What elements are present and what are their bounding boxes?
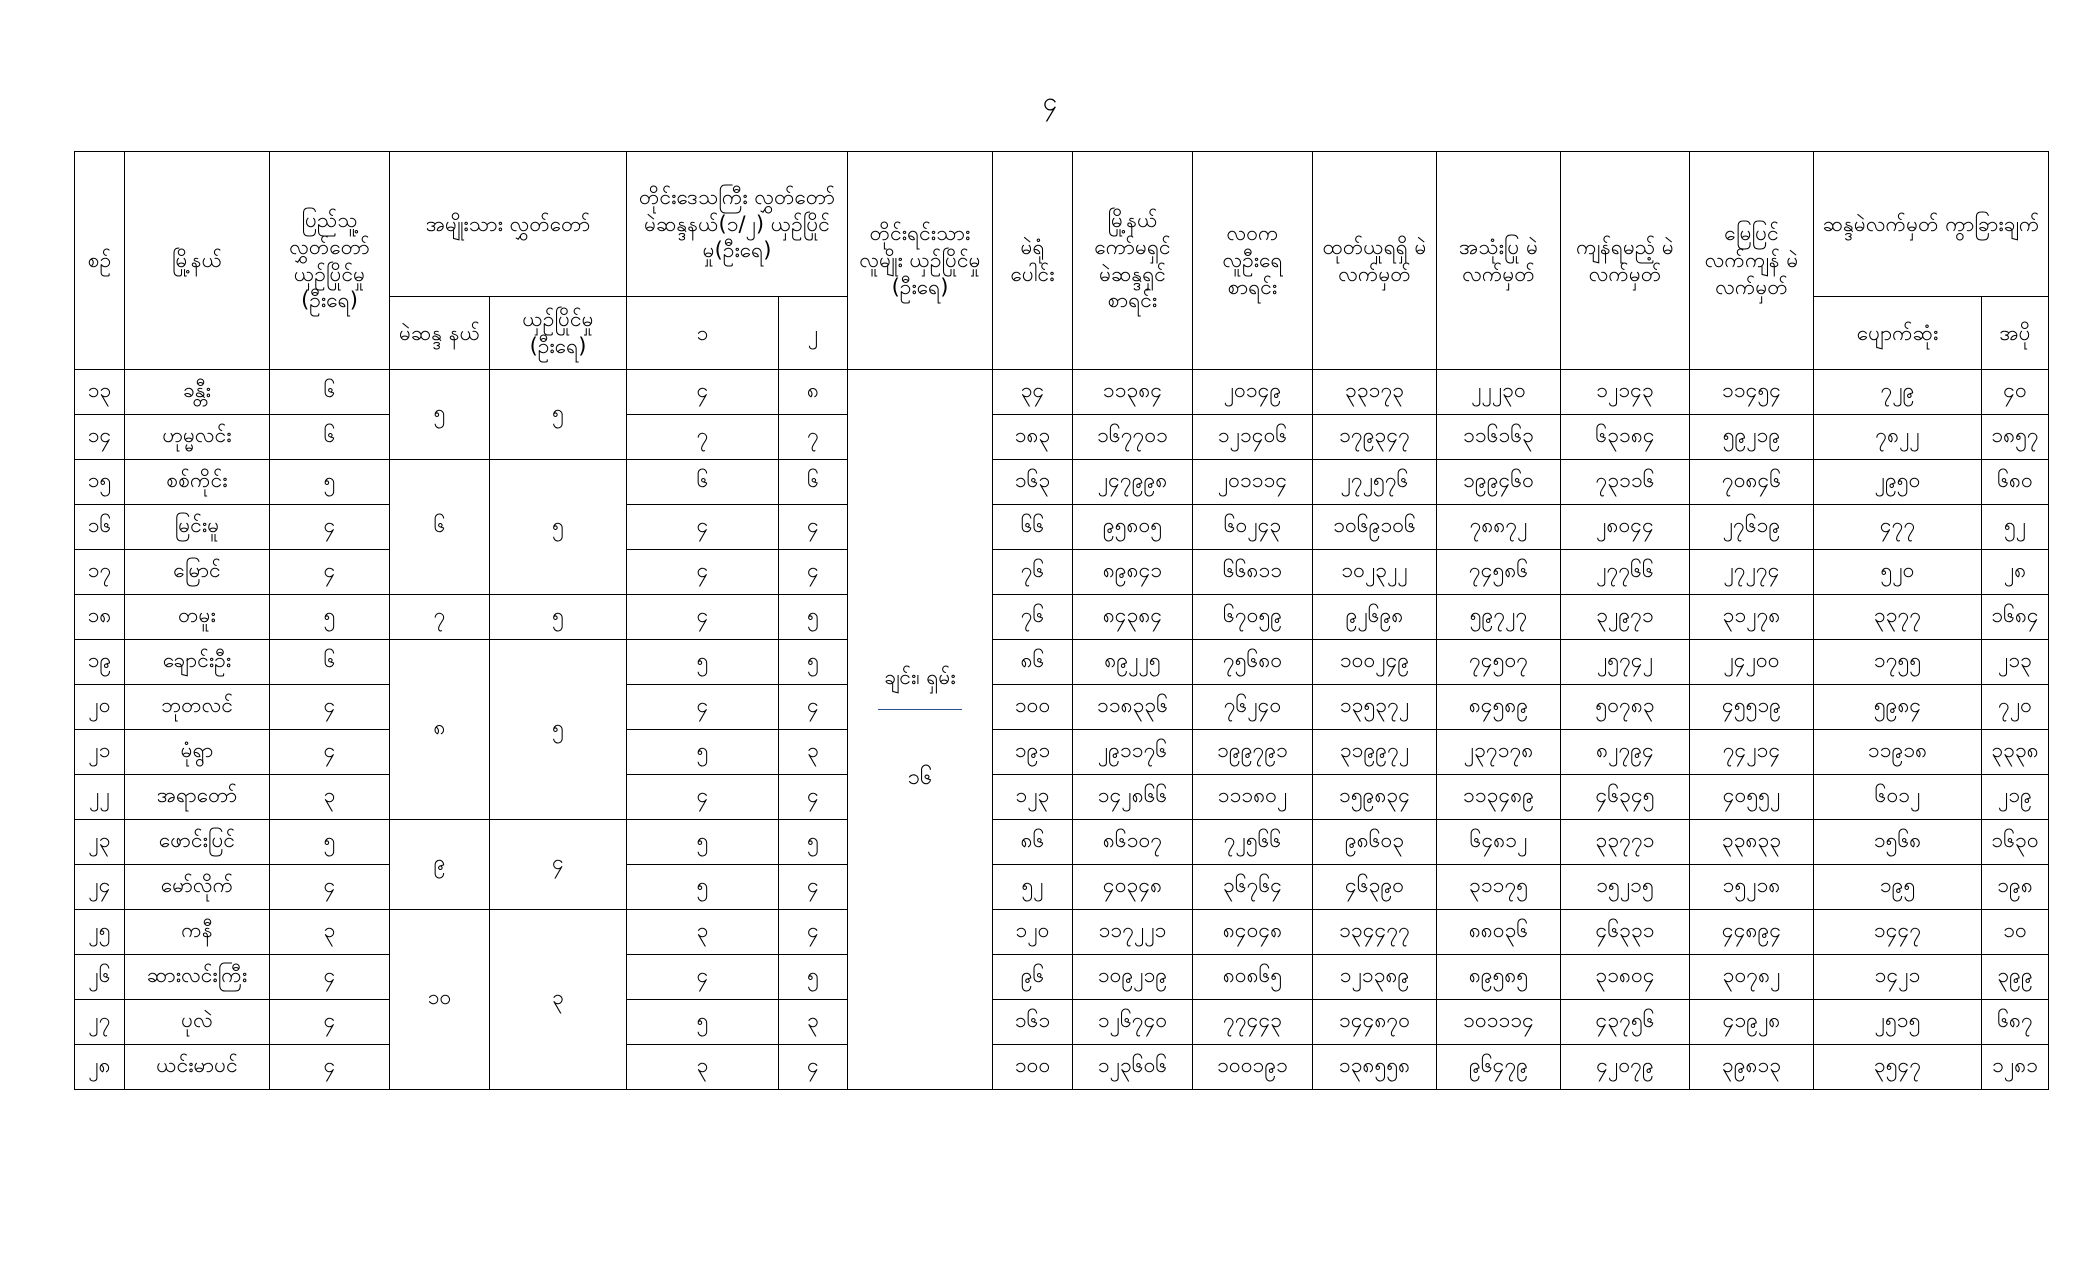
row-number: ၁၇ xyxy=(75,550,125,595)
pyithu-count: ၅ xyxy=(270,595,390,640)
region-2-count: ၄ xyxy=(779,550,848,595)
monthly-population: ၃၆၇၆၄ xyxy=(1193,865,1313,910)
monthly-population: ၈၄၀၄၈ xyxy=(1193,910,1313,955)
township-name: စစ်ကိုင်း xyxy=(125,460,270,505)
row-number: ၂၇ xyxy=(75,1000,125,1045)
table-row xyxy=(75,595,2049,640)
row-number: ၁၄ xyxy=(75,415,125,460)
ballots-lost: ၄၇၇ xyxy=(1814,505,1982,550)
township-name: တမူး xyxy=(125,595,270,640)
ballots-excess: ၂၈ xyxy=(1982,550,2049,595)
pyithu-count: ၅ xyxy=(270,460,390,505)
ballots-actual-remaining: ၃၃၈၃၃ xyxy=(1690,820,1814,865)
ballots-remaining: ၈၂၇၉၄ xyxy=(1561,730,1690,775)
monthly-population: ၇၇၄၄၃ xyxy=(1193,1000,1313,1045)
ballots-issued: ၉၈၆၀၃ xyxy=(1313,820,1437,865)
ballots-actual-remaining: ၄၁၉၂၈ xyxy=(1690,1000,1814,1045)
ballots-lost: ၇၈၂၂ xyxy=(1814,415,1982,460)
table-row xyxy=(75,685,2049,730)
header-region-2: ၂ xyxy=(779,297,848,370)
results-table xyxy=(74,151,2049,1090)
row-number: ၁၆ xyxy=(75,505,125,550)
voter-list-count: ၂၄၇၉၉၈ xyxy=(1073,460,1193,505)
ballots-remaining: ၃၂၉၇၁ xyxy=(1561,595,1690,640)
table-row xyxy=(75,1045,2049,1090)
monthly-population: ၁၉၉၇၉၁ xyxy=(1193,730,1313,775)
ballots-lost: ၂၉၅၀ xyxy=(1814,460,1982,505)
ballots-issued: ၁၃၄၄၇၇ xyxy=(1313,910,1437,955)
header-township: မြို့နယ် xyxy=(125,152,270,370)
ballots-used: ၉၆၄၇၉ xyxy=(1437,1045,1561,1090)
ballots-remaining: ၃၃၇၇၁ xyxy=(1561,820,1690,865)
ballots-actual-remaining: ၄၅၅၁၉ xyxy=(1690,685,1814,730)
row-number: ၂၈ xyxy=(75,1045,125,1090)
pyithu-count: ၃ xyxy=(270,910,390,955)
region-2-count: ၅ xyxy=(779,640,848,685)
voter-list-count: ၈၄၃၈၄ xyxy=(1073,595,1193,640)
row-number: ၁၈ xyxy=(75,595,125,640)
region-1-count: ၄ xyxy=(627,955,779,1000)
booth-count: ၃၄ xyxy=(993,370,1073,415)
ballots-actual-remaining: ၃၁၂၇၈ xyxy=(1690,595,1814,640)
voter-list-count: ၁၁၈၃၃၆ xyxy=(1073,685,1193,730)
ballots-lost: ၁၄၂၁ xyxy=(1814,955,1982,1000)
monthly-population: ၆၀၂၄၃ xyxy=(1193,505,1313,550)
row-number: ၂၀ xyxy=(75,685,125,730)
township-name: မြင်းမူ xyxy=(125,505,270,550)
region-1-count: ၅ xyxy=(627,820,779,865)
ballots-used: ၇၄၅၈၆ xyxy=(1437,550,1561,595)
row-number: ၁၃ xyxy=(75,370,125,415)
ballots-lost: ၃၃၇၇ xyxy=(1814,595,1982,640)
region-2-count: ၇ xyxy=(779,415,848,460)
ballots-issued: ၃၁၉၉၇၂ xyxy=(1313,730,1437,775)
booth-count: ၁၀၀ xyxy=(993,685,1073,730)
region-1-count: ၄ xyxy=(627,550,779,595)
region-2-count: ၄ xyxy=(779,775,848,820)
ballots-lost: ၅၂၀ xyxy=(1814,550,1982,595)
ballots-remaining: ၄၆၃၃၁ xyxy=(1561,910,1690,955)
booth-count: ၁၈၃ xyxy=(993,415,1073,460)
header-remaining: ကျန်ရမည့် မဲလက်မှတ် xyxy=(1561,152,1690,370)
region-1-count: ၅ xyxy=(627,865,779,910)
ballots-remaining: ၅၀၇၈၃ xyxy=(1561,685,1690,730)
township-name: ဆားလင်းကြီး xyxy=(125,955,270,1000)
amyotha-constituency: ၆ xyxy=(390,460,490,595)
ballots-remaining: ၂၇၇၆၆ xyxy=(1561,550,1690,595)
township-name: ယင်းမာပင် xyxy=(125,1045,270,1090)
header-region: တိုင်းဒေသကြီး လွှတ်တော် မဲဆန္ဒနယ်(၁/၂) ယှဉ်ပြိုင်မှု(ဦးရေ) xyxy=(627,152,848,297)
ballots-actual-remaining: ၃၀၇၈၂ xyxy=(1690,955,1814,1000)
header-monthly: လ၀က လူဦးရေ စာရင်း xyxy=(1193,152,1313,370)
township-name: မုံရွာ xyxy=(125,730,270,775)
township-name: ခန္တီး xyxy=(125,370,270,415)
table-row xyxy=(75,460,2049,505)
ethnic-party-name: ချင်း၊ ရှမ်း xyxy=(884,665,956,689)
table-row xyxy=(75,505,2049,550)
booth-count: ၁၂၀ xyxy=(993,910,1073,955)
header-diff: ဆန္ဒမဲလက်မှတ် ကွာခြားချက် xyxy=(1814,152,2049,297)
township-name: မော်လိုက် xyxy=(125,865,270,910)
pyithu-count: ၄ xyxy=(270,1000,390,1045)
region-2-count: ၅ xyxy=(779,955,848,1000)
booth-count: ၁၆၃ xyxy=(993,460,1073,505)
table-row xyxy=(75,865,2049,910)
township-name: ဟုမ္မလင်း xyxy=(125,415,270,460)
pyithu-count: ၄ xyxy=(270,730,390,775)
ballots-actual-remaining: ၄၄၈၉၄ xyxy=(1690,910,1814,955)
ballots-actual-remaining: ၁၅၂၁၈ xyxy=(1690,865,1814,910)
header-issued: ထုတ်ယူရရှိ မဲလက်မှတ် xyxy=(1313,152,1437,370)
ballots-used: ၁၀၁၁၁၄ xyxy=(1437,1000,1561,1045)
ballots-lost: ၂၅၁၅ xyxy=(1814,1000,1982,1045)
header-used: အသုံးပြု မဲလက်မှတ် xyxy=(1437,152,1561,370)
ballots-issued: ၁၂၁၃၈၉ xyxy=(1313,955,1437,1000)
voter-list-count: ၁၁၃၈၄ xyxy=(1073,370,1193,415)
ballots-lost: ၃၅၄၇ xyxy=(1814,1045,1982,1090)
monthly-population: ၂၀၁၄၉ xyxy=(1193,370,1313,415)
ballots-used: ၁၁၆၁၆၃ xyxy=(1437,415,1561,460)
amyotha-constituency: ၈ xyxy=(390,640,490,820)
ballots-excess: ၂၁၉ xyxy=(1982,775,2049,820)
voter-list-count: ၉၅၈၀၅ xyxy=(1073,505,1193,550)
township-name: ဖောင်းပြင် xyxy=(125,820,270,865)
table-row xyxy=(75,640,2049,685)
voter-list-count: ၁၄၂၈၆၆ xyxy=(1073,775,1193,820)
region-2-count: ၃ xyxy=(779,730,848,775)
row-number: ၂၂ xyxy=(75,775,125,820)
row-number: ၂၃ xyxy=(75,820,125,865)
amyotha-candidates: ၅ xyxy=(490,370,627,460)
header-amyotha: အမျိုးသား လွှတ်တော် xyxy=(390,152,627,297)
ballots-excess: ၆၈၇ xyxy=(1982,1000,2049,1045)
ballots-actual-remaining: ၃၉၈၁၃ xyxy=(1690,1045,1814,1090)
monthly-population: ၇၅၆၈၀ xyxy=(1193,640,1313,685)
pyithu-count: ၄ xyxy=(270,865,390,910)
region-1-count: ၅ xyxy=(627,1000,779,1045)
table-row xyxy=(75,820,2049,865)
page-number: ၄ xyxy=(1042,87,1058,117)
amyotha-candidates: ၃ xyxy=(490,910,627,1090)
ethnic-party-block xyxy=(852,664,988,795)
region-1-count: ၅ xyxy=(627,640,779,685)
table-row xyxy=(75,415,2049,460)
region-2-count: ၃ xyxy=(779,1000,848,1045)
ballots-used: ၂၃၇၁၇၈ xyxy=(1437,730,1561,775)
ballots-excess: ၄၀ xyxy=(1982,370,2049,415)
table-row xyxy=(75,550,2049,595)
results-table-body xyxy=(75,370,2049,1090)
region-1-count: ၄ xyxy=(627,370,779,415)
amyotha-candidates: ၄ xyxy=(490,820,627,910)
ballots-issued: ၁၀၆၉၁၀၆ xyxy=(1313,505,1437,550)
table-row xyxy=(75,910,2049,955)
ballots-lost: ၁၇၅၅ xyxy=(1814,640,1982,685)
booth-count: ၆၆ xyxy=(993,505,1073,550)
region-1-count: ၃ xyxy=(627,1045,779,1090)
ballots-remaining: ၄၆၃၄၅ xyxy=(1561,775,1690,820)
monthly-population: ၇၆၂၄၀ xyxy=(1193,685,1313,730)
ballots-issued: ၃၃၁၇၃ xyxy=(1313,370,1437,415)
voter-list-count: ၁၁၇၂၂၁ xyxy=(1073,910,1193,955)
amyotha-constituency: ၉ xyxy=(390,820,490,910)
ballots-excess: ၃၉၉ xyxy=(1982,955,2049,1000)
booth-count: ၁၆၁ xyxy=(993,1000,1073,1045)
pyithu-count: ၆ xyxy=(270,640,390,685)
region-1-count: ၄ xyxy=(627,685,779,730)
region-1-count: ၄ xyxy=(627,595,779,640)
ballots-excess: ၇၂၀ xyxy=(1982,685,2049,730)
ballots-used: ၅၉၇၂၇ xyxy=(1437,595,1561,640)
monthly-population: ၂၀၁၁၁၄ xyxy=(1193,460,1313,505)
region-2-count: ၄ xyxy=(779,1045,848,1090)
booth-count: ၁၉၁ xyxy=(993,730,1073,775)
ballots-used: ၁၁၃၄၈၉ xyxy=(1437,775,1561,820)
monthly-population: ၆၇၀၅၉ xyxy=(1193,595,1313,640)
township-name: ချောင်းဦး xyxy=(125,640,270,685)
pyithu-count: ၄ xyxy=(270,1045,390,1090)
ballots-remaining: ၄၃၇၅၆ xyxy=(1561,1000,1690,1045)
row-number: ၂၁ xyxy=(75,730,125,775)
ballots-remaining: ၃၁၈၀၄ xyxy=(1561,955,1690,1000)
header-excess: အပို xyxy=(1982,297,2049,370)
region-2-count: ၄ xyxy=(779,505,848,550)
ballots-used: ၇၈၈၇၂ xyxy=(1437,505,1561,550)
ethnic-party-count: ၁၆ xyxy=(907,765,933,790)
booth-count: ၇၆ xyxy=(993,550,1073,595)
ballots-used: ၆၄၈၁၂ xyxy=(1437,820,1561,865)
township-name: ကနီ xyxy=(125,910,270,955)
pyithu-count: ၃ xyxy=(270,775,390,820)
region-1-count: ၇ xyxy=(627,415,779,460)
ballots-actual-remaining: ၄၀၅၅၂ xyxy=(1690,775,1814,820)
voter-list-count: ၂၉၁၁၇၆ xyxy=(1073,730,1193,775)
pyithu-count: ၅ xyxy=(270,820,390,865)
township-name: ပုလဲ xyxy=(125,1000,270,1045)
ballots-remaining: ၄၂၀၇၉ xyxy=(1561,1045,1690,1090)
ballots-used: ၇၄၅၀၇ xyxy=(1437,640,1561,685)
ballots-actual-remaining: ၂၇၂၇၄ xyxy=(1690,550,1814,595)
region-2-count: ၄ xyxy=(779,685,848,730)
ballots-lost: ၆၀၁၂ xyxy=(1814,775,1982,820)
row-number: ၁၅ xyxy=(75,460,125,505)
ethnic-candidates-cell xyxy=(848,370,993,1090)
table-row xyxy=(75,1000,2049,1045)
pyithu-count: ၄ xyxy=(270,505,390,550)
header-booths: မဲရုံ ပေါင်း xyxy=(993,152,1073,370)
ballots-issued: ၁၃၅၃၇၂ xyxy=(1313,685,1437,730)
amyotha-candidates: ၅ xyxy=(490,460,627,595)
booth-count: ၈၆ xyxy=(993,640,1073,685)
township-name: အရာတော် xyxy=(125,775,270,820)
header-amyotha-const: မဲဆန္ဒ နယ် xyxy=(390,297,490,370)
voter-list-count: ၁၀၉၂၁၉ xyxy=(1073,955,1193,1000)
header-pyithu: ပြည်သူ့ လွှတ်တော် ယှဉ်ပြိုင်မှု (ဦးရေ) xyxy=(270,152,390,370)
amyotha-constituency: ၁၀ xyxy=(390,910,490,1090)
ballots-lost: ၁၁၉၁၈ xyxy=(1814,730,1982,775)
header-lost: ပျောက်ဆုံး xyxy=(1814,297,1982,370)
ballots-excess: ၁၆၈၄ xyxy=(1982,595,2049,640)
pyithu-count: ၄ xyxy=(270,685,390,730)
ballots-used: ၈၈၀၃၆ xyxy=(1437,910,1561,955)
ballots-actual-remaining: ၇၀၈၄၆ xyxy=(1690,460,1814,505)
ballots-excess: ၁၈၅၇ xyxy=(1982,415,2049,460)
ballots-issued: ၁၇၉၃၄၇ xyxy=(1313,415,1437,460)
table-row xyxy=(75,370,2049,415)
ballots-excess: ၆၈၀ xyxy=(1982,460,2049,505)
voter-list-count: ၁၂၃၆၀၆ xyxy=(1073,1045,1193,1090)
ballots-actual-remaining: ၇၄၂၁၄ xyxy=(1690,730,1814,775)
ballots-issued: ၁၃၈၅၅၈ xyxy=(1313,1045,1437,1090)
ballots-issued: ၁၄၄၈၇၀ xyxy=(1313,1000,1437,1045)
party-divider xyxy=(878,709,962,710)
pyithu-count: ၆ xyxy=(270,415,390,460)
row-number: ၂၆ xyxy=(75,955,125,1000)
table-row xyxy=(75,955,2049,1000)
booth-count: ၁၀၀ xyxy=(993,1045,1073,1090)
booth-count: ၉၆ xyxy=(993,955,1073,1000)
row-number: ၂၅ xyxy=(75,910,125,955)
ballots-excess: ၂၁၃ xyxy=(1982,640,2049,685)
header-actual-remaining: မြေပြင် လက်ကျန် မဲလက်မှတ် xyxy=(1690,152,1814,370)
amyotha-constituency: ၅ xyxy=(390,370,490,460)
header-voters: မြို့နယ် ကော်မရှင် မဲဆန္ဒရှင် စာရင်း xyxy=(1073,152,1193,370)
ballots-used: ၁၉၉၄၆၀ xyxy=(1437,460,1561,505)
pyithu-count: ၄ xyxy=(270,550,390,595)
ballots-lost: ၇၂၉ xyxy=(1814,370,1982,415)
booth-count: ၅၂ xyxy=(993,865,1073,910)
ballots-excess: ၁၉၈ xyxy=(1982,865,2049,910)
booth-count: ၈၆ xyxy=(993,820,1073,865)
region-1-count: ၄ xyxy=(627,775,779,820)
monthly-population: ၈၀၈၆၅ xyxy=(1193,955,1313,1000)
header-ethnic: တိုင်းရင်းသား လူမျိုး ယှဉ်ပြိုင်မှု (ဦးရေ) xyxy=(848,152,993,370)
header-amyotha-cand: ယှဉ်ပြိုင်မှု (ဦးရေ) xyxy=(490,297,627,370)
monthly-population: ၁၀၀၁၉၁ xyxy=(1193,1045,1313,1090)
ballots-actual-remaining: ၂၄၂၀၀ xyxy=(1690,640,1814,685)
ballots-used: ၂၂၂၃၀ xyxy=(1437,370,1561,415)
region-1-count: ၅ xyxy=(627,730,779,775)
region-1-count: ၄ xyxy=(627,505,779,550)
pyithu-count: ၄ xyxy=(270,955,390,1000)
ballots-excess: ၁၂၈၁ xyxy=(1982,1045,2049,1090)
region-2-count: ၈ xyxy=(779,370,848,415)
ballots-lost: ၁၉၅ xyxy=(1814,865,1982,910)
ballots-issued: ၁၀၂၃၂၂ xyxy=(1313,550,1437,595)
township-name: မြောင် xyxy=(125,550,270,595)
ballots-lost: ၅၉၈၄ xyxy=(1814,685,1982,730)
amyotha-candidates: ၅ xyxy=(490,640,627,820)
monthly-population: ၇၂၅၆၆ xyxy=(1193,820,1313,865)
ballots-used: ၈၉၅၈၅ xyxy=(1437,955,1561,1000)
amyotha-candidates: ၅ xyxy=(490,595,627,640)
ballots-remaining: ၁၅၂၁၅ xyxy=(1561,865,1690,910)
ballots-issued: ၁၅၉၈၃၄ xyxy=(1313,775,1437,820)
ballots-used: ၈၄၅၈၉ xyxy=(1437,685,1561,730)
ballots-actual-remaining: ၅၉၂၁၉ xyxy=(1690,415,1814,460)
ballots-remaining: ၂၅၇၄၂ xyxy=(1561,640,1690,685)
ballots-excess: ၅၂ xyxy=(1982,505,2049,550)
row-number: ၁၉ xyxy=(75,640,125,685)
voter-list-count: ၁၆၇၇၀၁ xyxy=(1073,415,1193,460)
voter-list-count: ၁၂၆၇၄၀ xyxy=(1073,1000,1193,1045)
voter-list-count: ၈၉၂၂၅ xyxy=(1073,640,1193,685)
ballots-excess: ၁၆၃၀ xyxy=(1982,820,2049,865)
region-2-count: ၄ xyxy=(779,910,848,955)
ballots-excess: ၁၀ xyxy=(1982,910,2049,955)
ballots-actual-remaining: ၂၇၆၁၉ xyxy=(1690,505,1814,550)
region-1-count: ၃ xyxy=(627,910,779,955)
table-row xyxy=(75,775,2049,820)
monthly-population: ၆၆၈၁၁ xyxy=(1193,550,1313,595)
monthly-population: ၁၁၁၈၀၂ xyxy=(1193,775,1313,820)
ballots-remaining: ၆၃၁၈၄ xyxy=(1561,415,1690,460)
ballots-lost: ၁၅၆၈ xyxy=(1814,820,1982,865)
header-no: စဉ် xyxy=(75,152,125,370)
ballots-issued: ၄၆၃၉၀ xyxy=(1313,865,1437,910)
table-row xyxy=(75,730,2049,775)
voter-list-count: ၄၀၃၄၈ xyxy=(1073,865,1193,910)
region-2-count: ၅ xyxy=(779,820,848,865)
voter-list-count: ၈၆၁၀၇ xyxy=(1073,820,1193,865)
voter-list-count: ၈၉၈၄၁ xyxy=(1073,550,1193,595)
region-2-count: ၆ xyxy=(779,460,848,505)
ballots-excess: ၃၃၃၈ xyxy=(1982,730,2049,775)
ballots-remaining: ၂၈၀၄၄ xyxy=(1561,505,1690,550)
ballots-issued: ၂၇၂၅၇၆ xyxy=(1313,460,1437,505)
amyotha-constituency: ၇ xyxy=(390,595,490,640)
ballots-actual-remaining: ၁၁၄၅၄ xyxy=(1690,370,1814,415)
region-2-count: ၅ xyxy=(779,595,848,640)
ballots-remaining: ၁၂၁၄၃ xyxy=(1561,370,1690,415)
booth-count: ၇၆ xyxy=(993,595,1073,640)
ballots-issued: ၉၂၆၉၈ xyxy=(1313,595,1437,640)
region-2-count: ၄ xyxy=(779,865,848,910)
region-1-count: ၆ xyxy=(627,460,779,505)
header-region-1: ၁ xyxy=(627,297,779,370)
monthly-population: ၁၂၁၄၀၆ xyxy=(1193,415,1313,460)
row-number: ၂၄ xyxy=(75,865,125,910)
pyithu-count: ၆ xyxy=(270,370,390,415)
ballots-remaining: ၇၃၁၁၆ xyxy=(1561,460,1690,505)
ballots-issued: ၁၀၀၂၄၉ xyxy=(1313,640,1437,685)
ballots-used: ၃၁၁၇၅ xyxy=(1437,865,1561,910)
township-name: ဘုတလင် xyxy=(125,685,270,730)
ballots-lost: ၁၄၄၇ xyxy=(1814,910,1982,955)
booth-count: ၁၂၃ xyxy=(993,775,1073,820)
